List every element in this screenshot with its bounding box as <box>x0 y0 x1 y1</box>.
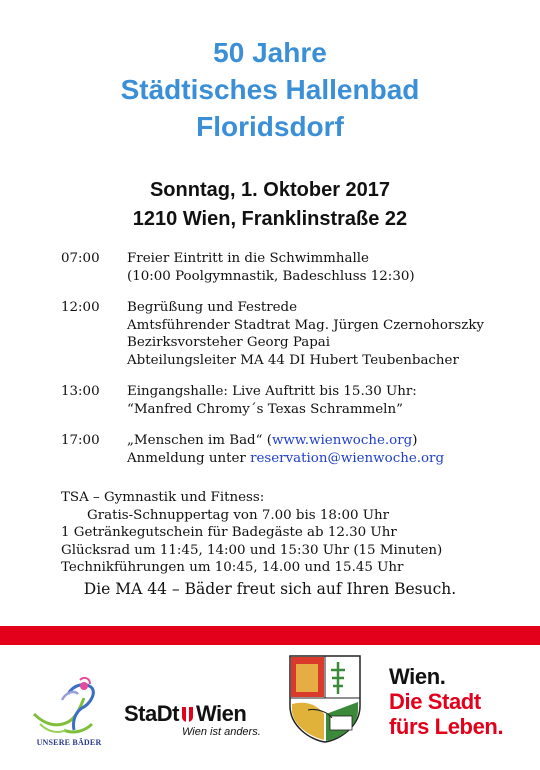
program-item <box>61 432 531 467</box>
title-line-2: Städtisches Hallenbad <box>120 74 420 105</box>
program-list <box>61 250 531 481</box>
program-line: Begrüßung und Festrede <box>127 300 298 315</box>
program-line: Eingangshalle: Live Auftritt bis 15.30 Uhr: <box>127 384 417 399</box>
title-line-3: Floridsdorf <box>196 111 344 142</box>
tsa-section <box>61 489 531 577</box>
title-line-1: 50 Jahre <box>213 37 327 68</box>
program-line: Freier Eintritt in die Schwimmhalle <box>127 251 369 266</box>
reservation-email-link[interactable]: reservation@wienwoche.org <box>250 450 445 466</box>
tsa-heading: TSA – Gymnastik und Fitness: <box>61 490 265 505</box>
program-line: Bezirksvorsteher Georg Papai <box>127 335 331 350</box>
stadt-word-right: Wien <box>195 701 247 726</box>
wien-slogan-line-1: Wien. <box>389 664 446 689</box>
floridsdorf-coat-of-arms-icon <box>288 654 362 744</box>
event-date: Sonntag, 1. Oktober 2017 <box>149 179 391 201</box>
wienwoche-website-link[interactable]: www.wienwoche.org <box>271 433 413 448</box>
program-text: Anmeldung unter <box>127 450 251 466</box>
tsa-item: Technikführungen um 10:45, 14.00 und 15.45 Uhr <box>61 560 404 575</box>
unsere-baeder-wordmark: UNSERE BÄDER <box>36 738 102 747</box>
wien-slogan-line-3: fürs Leben. <box>389 714 504 739</box>
program-line: “Manfred Chromy´s Texas Schrammeln” <box>127 401 403 417</box>
program-time: 17:00 <box>61 433 100 448</box>
stadt-wien-logo <box>124 702 274 738</box>
tsa-item: 1 Getränkegutschein für Badegäste ab 12.30 Uhr <box>61 525 397 540</box>
event-address: 1210 Wien, Franklinstraße 22 <box>132 208 408 230</box>
unsere-baeder-logo <box>24 664 114 748</box>
program-time: 13:00 <box>61 384 100 399</box>
red-divider-bar <box>0 626 540 645</box>
program-line: Abteilungsleiter MA 44 DI Hubert Teubenbacher <box>127 352 459 368</box>
vienna-shield-icon <box>182 707 193 722</box>
closing-line: Die MA 44 – Bäder freut sich auf Ihren Besuch. <box>83 580 457 598</box>
tsa-item: Glücksrad um 11:45, 14:00 und 15:30 Uhr (15 Minuten) <box>61 542 443 558</box>
wien-slogan-line-2: Die Stadt <box>389 689 481 714</box>
event-title <box>0 34 540 145</box>
program-item <box>61 299 531 369</box>
program-item <box>61 383 531 418</box>
tsa-item: Gratis-Schnuppertag von 7.00 bis 18:00 Uhr <box>87 507 390 523</box>
event-subtitle <box>0 176 540 234</box>
program-text: „Menschen im Bad“ ( <box>127 433 272 448</box>
program-line <box>127 450 531 468</box>
stadt-word-left: StaDt <box>124 701 179 726</box>
program-item <box>61 250 531 285</box>
wien-slogan-logo <box>389 664 503 739</box>
program-time: 07:00 <box>61 251 100 266</box>
program-text: ) <box>412 433 418 448</box>
program-line <box>127 432 531 450</box>
stadt-tagline: Wien ist anders. <box>182 726 261 738</box>
program-line: (10:00 Poolgymnastik, Badeschluss 12:30) <box>127 268 415 284</box>
program-line: Amtsführender Stadtrat Mag. Jürgen Czernohorszky <box>127 317 484 333</box>
program-time: 12:00 <box>61 300 100 315</box>
